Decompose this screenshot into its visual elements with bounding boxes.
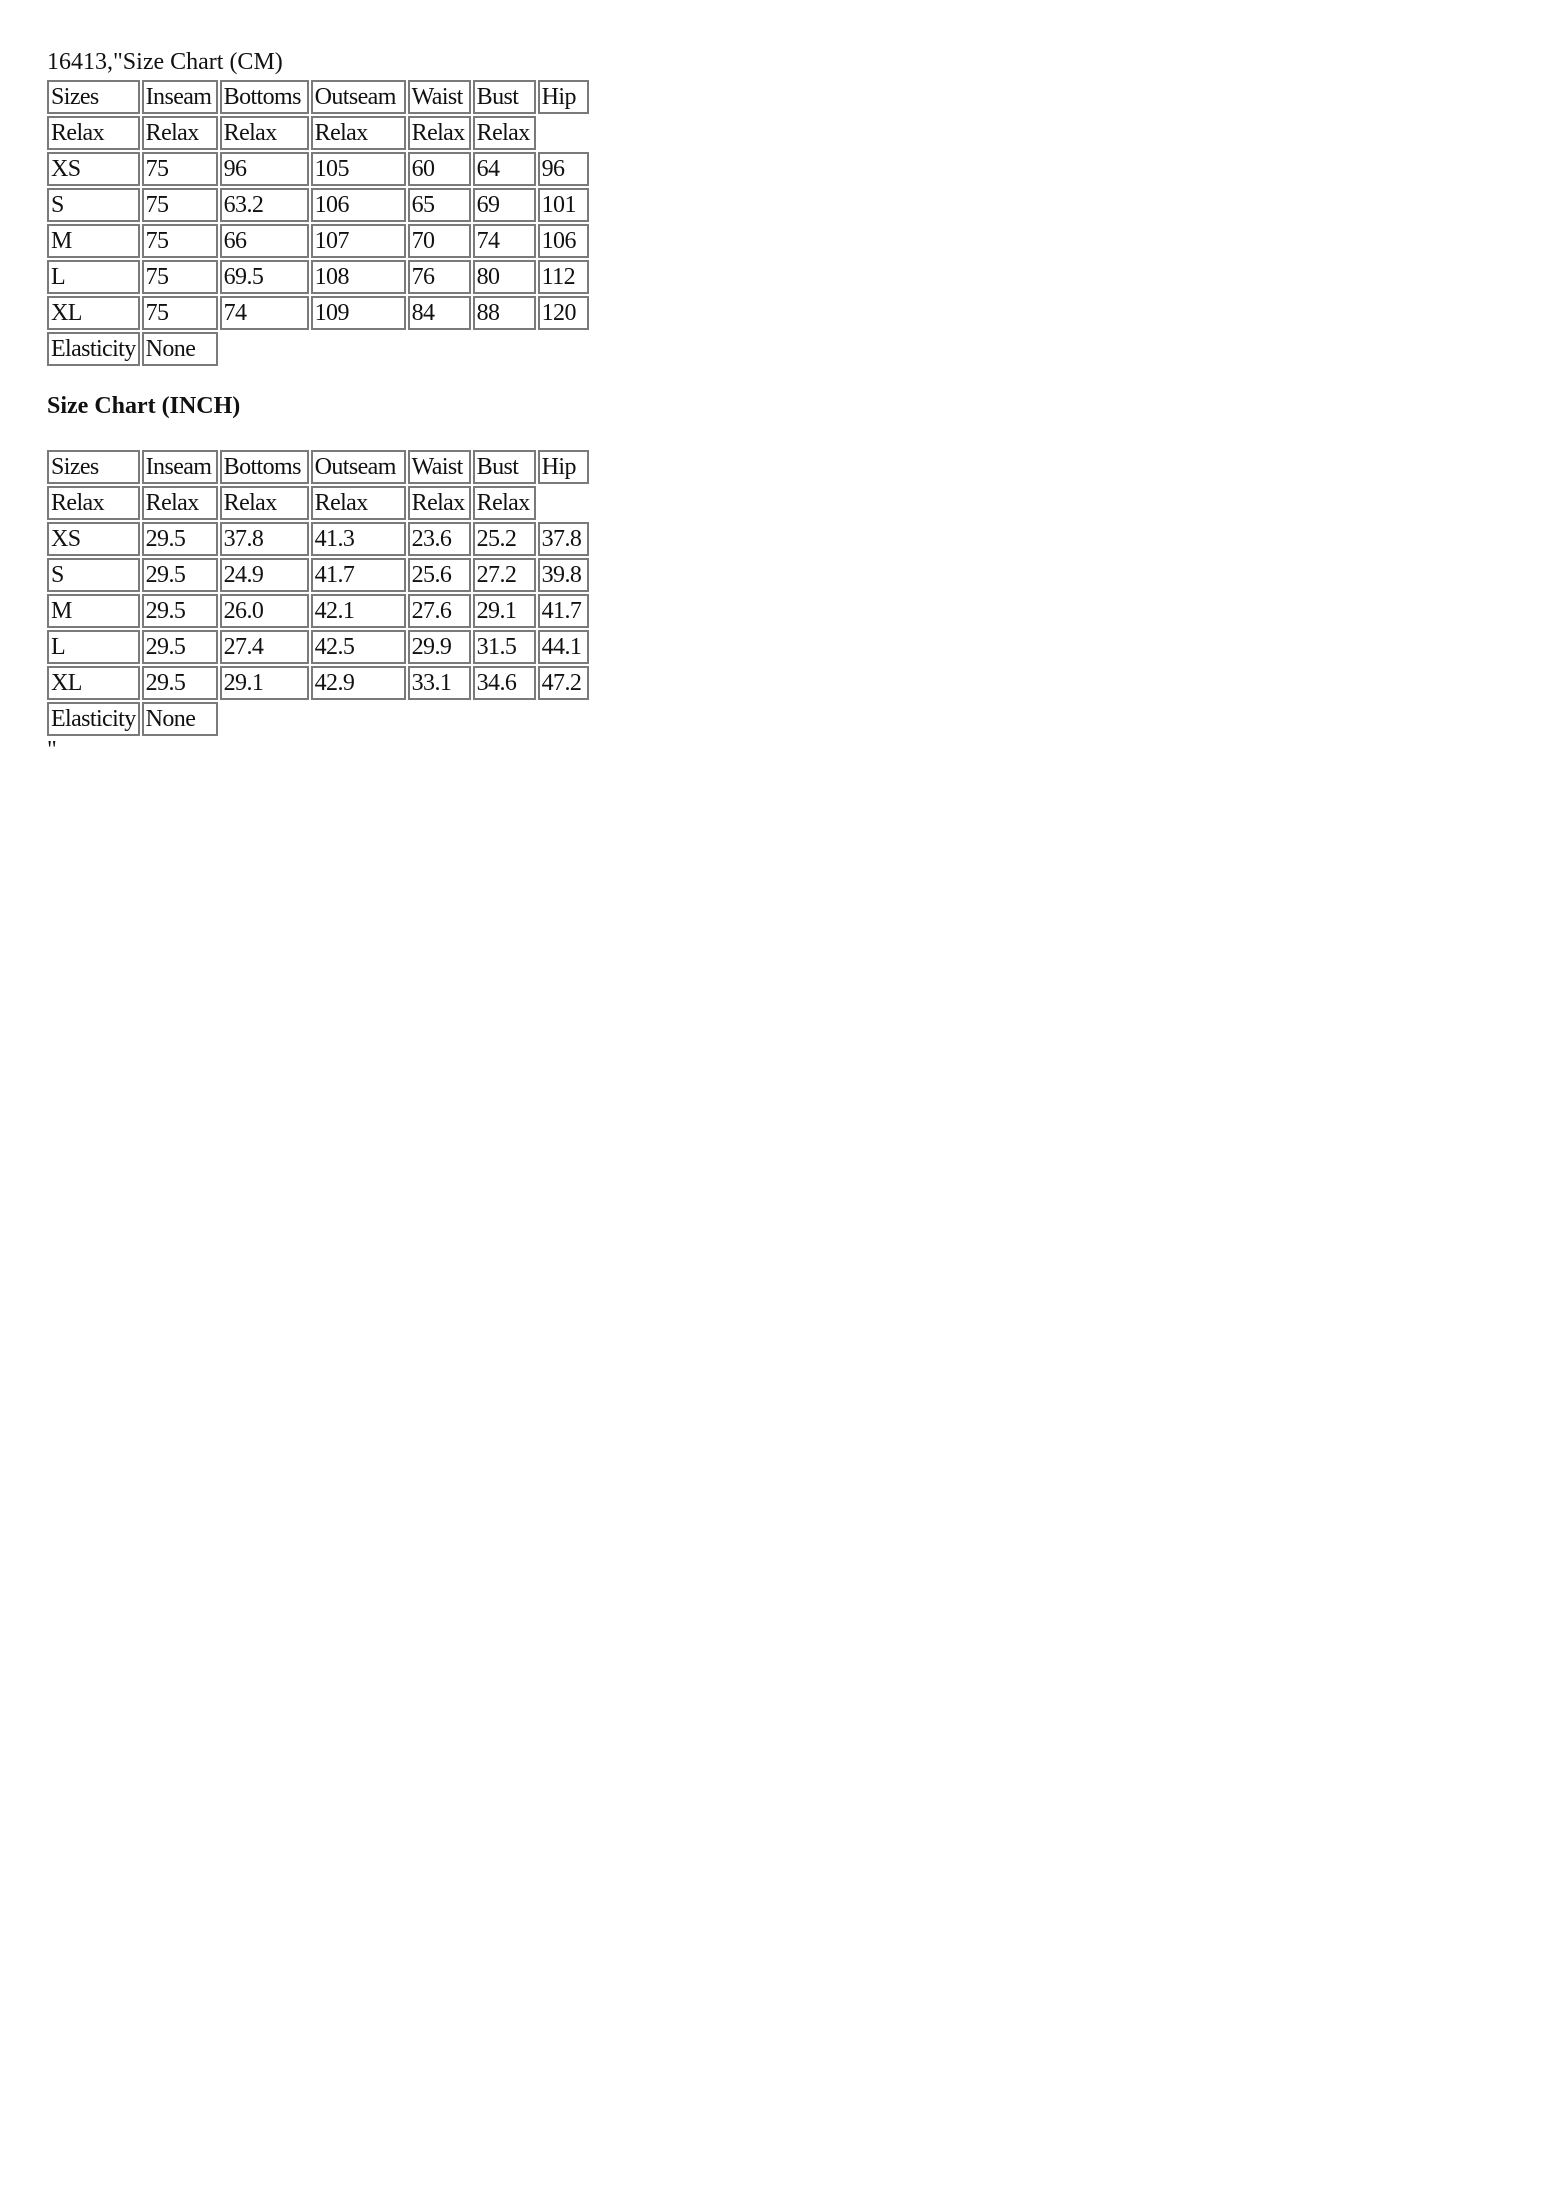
header-cell: Outseam — [311, 80, 406, 114]
empty-cell — [473, 702, 536, 736]
table-cell: 75 — [142, 188, 218, 222]
table-cell: Elasticity — [47, 702, 140, 736]
table-cell: 33.1 — [408, 666, 471, 700]
header-cell: Hip — [538, 450, 589, 484]
table-cell: 29.5 — [142, 558, 218, 592]
table-cell: 112 — [538, 260, 589, 294]
table-row — [47, 558, 589, 592]
table-cell: 69.5 — [220, 260, 309, 294]
table-cell: 76 — [408, 260, 471, 294]
table-cell: 106 — [538, 224, 589, 258]
table-cell: 107 — [311, 224, 406, 258]
table-cell: 96 — [538, 152, 589, 186]
table-cell: 69 — [473, 188, 536, 222]
table-cell: 41.3 — [311, 522, 406, 556]
header-cell: Bust — [473, 450, 536, 484]
table-cell: 29.5 — [142, 522, 218, 556]
table-cell: 42.1 — [311, 594, 406, 628]
table-cell: None — [142, 702, 218, 736]
table-cell: 29.1 — [473, 594, 536, 628]
table-row — [47, 224, 589, 258]
table-cell: 105 — [311, 152, 406, 186]
elasticity-row — [47, 332, 589, 366]
size-label-cell: M — [47, 224, 140, 258]
inch-section-heading: Size Chart (INCH) — [47, 393, 241, 419]
table-cell: 29.1 — [220, 666, 309, 700]
header-cell: Bust — [473, 80, 536, 114]
closing-quote: " — [47, 737, 57, 763]
table-cell: 42.9 — [311, 666, 406, 700]
table-cell: 74 — [473, 224, 536, 258]
size-label-cell: L — [47, 260, 140, 294]
table-cell: Relax — [408, 116, 471, 150]
table-cell: Relax — [142, 486, 218, 520]
header-cell: Inseam — [142, 450, 218, 484]
size-label-cell: XL — [47, 666, 140, 700]
table-row — [47, 666, 589, 700]
size-chart-cm-table — [45, 78, 591, 368]
table-cell: 101 — [538, 188, 589, 222]
relax-row — [47, 486, 589, 520]
table-cell: Relax — [47, 116, 140, 150]
empty-cell — [538, 116, 589, 150]
table-cell: 34.6 — [473, 666, 536, 700]
empty-cell — [220, 702, 309, 736]
table-cell: 108 — [311, 260, 406, 294]
table-cell: 109 — [311, 296, 406, 330]
table-cell: 27.6 — [408, 594, 471, 628]
header-cell: Waist — [408, 80, 471, 114]
table-cell: Relax — [408, 486, 471, 520]
table-cell: 37.8 — [220, 522, 309, 556]
table-cell: 120 — [538, 296, 589, 330]
relax-row — [47, 116, 589, 150]
table-row — [47, 260, 589, 294]
table-row — [47, 630, 589, 664]
table-header-row — [47, 80, 589, 114]
table-cell: 24.9 — [220, 558, 309, 592]
table-cell: 88 — [473, 296, 536, 330]
header-cell: Outseam — [311, 450, 406, 484]
table-cell: 66 — [220, 224, 309, 258]
size-label-cell: XS — [47, 522, 140, 556]
table-cell: Relax — [142, 116, 218, 150]
empty-cell — [220, 332, 309, 366]
table-cell: 42.5 — [311, 630, 406, 664]
table-cell: Relax — [473, 486, 536, 520]
size-chart-inch-table — [45, 448, 591, 738]
table-cell: 26.0 — [220, 594, 309, 628]
table-cell: 60 — [408, 152, 471, 186]
empty-cell — [311, 702, 406, 736]
table-cell: 39.8 — [538, 558, 589, 592]
empty-cell — [311, 332, 406, 366]
table-row — [47, 296, 589, 330]
table-cell: 74 — [220, 296, 309, 330]
table-row — [47, 522, 589, 556]
table-cell: 106 — [311, 188, 406, 222]
table-cell: 25.6 — [408, 558, 471, 592]
table-cell: Relax — [220, 116, 309, 150]
header-cell: Hip — [538, 80, 589, 114]
table-cell: 64 — [473, 152, 536, 186]
table-cell: 44.1 — [538, 630, 589, 664]
table-cell: Elasticity — [47, 332, 140, 366]
table-row — [47, 188, 589, 222]
table-cell: 29.5 — [142, 630, 218, 664]
table-cell: 25.2 — [473, 522, 536, 556]
empty-cell — [408, 332, 471, 366]
size-label-cell: S — [47, 558, 140, 592]
empty-cell — [538, 332, 589, 366]
table-cell: Relax — [311, 116, 406, 150]
table-cell: 65 — [408, 188, 471, 222]
table-cell: Relax — [220, 486, 309, 520]
table-cell: 23.6 — [408, 522, 471, 556]
table-header-row — [47, 450, 589, 484]
table-cell: 75 — [142, 152, 218, 186]
empty-cell — [408, 702, 471, 736]
table-cell: 27.2 — [473, 558, 536, 592]
table-cell: None — [142, 332, 218, 366]
header-cell: Sizes — [47, 80, 140, 114]
table-cell: Relax — [473, 116, 536, 150]
table-cell: 29.5 — [142, 594, 218, 628]
size-label-cell: M — [47, 594, 140, 628]
empty-cell — [473, 332, 536, 366]
table-cell: 31.5 — [473, 630, 536, 664]
size-label-cell: L — [47, 630, 140, 664]
table-cell: 41.7 — [538, 594, 589, 628]
intro-text: 16413,"Size Chart (CM) — [47, 49, 283, 75]
table-cell: 75 — [142, 296, 218, 330]
header-cell: Sizes — [47, 450, 140, 484]
elasticity-row — [47, 702, 589, 736]
table-cell: 47.2 — [538, 666, 589, 700]
table-cell: 80 — [473, 260, 536, 294]
table-cell: Relax — [311, 486, 406, 520]
table-cell: 75 — [142, 224, 218, 258]
table-cell: 41.7 — [311, 558, 406, 592]
table-cell: 63.2 — [220, 188, 309, 222]
header-cell: Bottoms — [220, 450, 309, 484]
document-page — [47, 48, 591, 763]
empty-cell — [538, 702, 589, 736]
header-cell: Bottoms — [220, 80, 309, 114]
table-cell: 29.5 — [142, 666, 218, 700]
table-row — [47, 594, 589, 628]
table-cell: 84 — [408, 296, 471, 330]
table-cell: 27.4 — [220, 630, 309, 664]
size-label-cell: S — [47, 188, 140, 222]
size-label-cell: XL — [47, 296, 140, 330]
table-cell: 96 — [220, 152, 309, 186]
table-cell: Relax — [47, 486, 140, 520]
header-cell: Waist — [408, 450, 471, 484]
table-cell: 70 — [408, 224, 471, 258]
table-cell: 37.8 — [538, 522, 589, 556]
table-row — [47, 152, 589, 186]
table-cell: 75 — [142, 260, 218, 294]
table-cell: 29.9 — [408, 630, 471, 664]
header-cell: Inseam — [142, 80, 218, 114]
size-label-cell: XS — [47, 152, 140, 186]
empty-cell — [538, 486, 589, 520]
